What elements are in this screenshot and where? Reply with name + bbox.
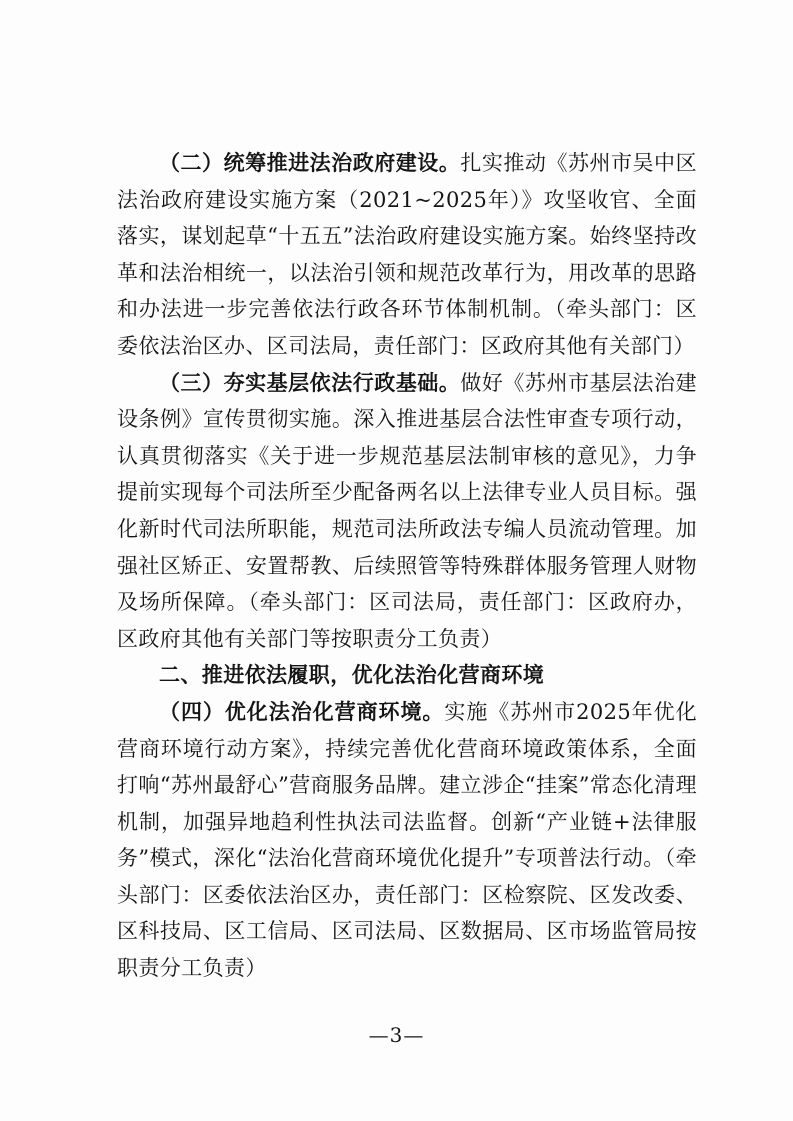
paragraph-text-section-4: 实施《苏州市2025年优化营商环境行动方案》，持续完善优化营商环境政策体系，全面打响“苏州最舒心”营商服务品牌。建立涉企“挂案”常态化清理机制，加强异地趋利性执法司法监督。创新“产业链+法律服务”模式，深化“法治化营商环境优化提升”专项普法行动。（牵头部门：区委依法治区办，责任部门：区检察院、区发改委、区科技局、区工信局、区司法局、区数据局、区市场监管局按职责分工负责） (117, 699, 697, 981)
paragraph-text-section-2: 扎实推动《苏州市吴中区法治政府建设实施方案（2021~2025年）》攻坚收官、全面落实，谋划起草“十五五”法治政府建设实施方案。始终坚持改革和法治相统一，以法治引领和规范改革行为，用改革的思路和办法进一步完善依法行政各环节体制机制。（牵头部门：区委依法治区办、区司法局，责任部门：区政府其他有关部门） (117, 151, 697, 358)
paragraph-lead-section-4: （四）优化法治化营商环境。 (159, 698, 445, 724)
paragraph-lead-section-3: （三）夯实基层依法行政基础。 (159, 369, 461, 395)
paragraph-text-section-3: 做好《苏州市基层法治建设条例》宣传贯彻实施。深入推进基层合法性审查专项行动，认真贯彻落实《关于进一步规范基层法制审核的意见》，力争提前实现每个司法所至少配备两名以上法律专业人员目标。强化新时代司法所职能，规范司法所政法专编人员流动管理。加强社区矫正、安置帮教、后续照管等特殊群体服务管理人财物及场所保障。（牵头部门：区司法局，责任部门：区政府办，区政府其他有关部门等按职责分工负责） (117, 370, 697, 651)
section-heading: 二、推进依法履职，优化法治化营商环境 (159, 663, 545, 688)
paragraph-section-4 (117, 694, 697, 987)
document-body (117, 145, 697, 987)
paragraph-lead-section-2: （二）统筹推进法治政府建设。 (159, 150, 461, 175)
paragraph-section-2 (117, 145, 697, 365)
paragraph-section-3 (117, 365, 697, 658)
page-number: —3— (368, 1023, 425, 1047)
